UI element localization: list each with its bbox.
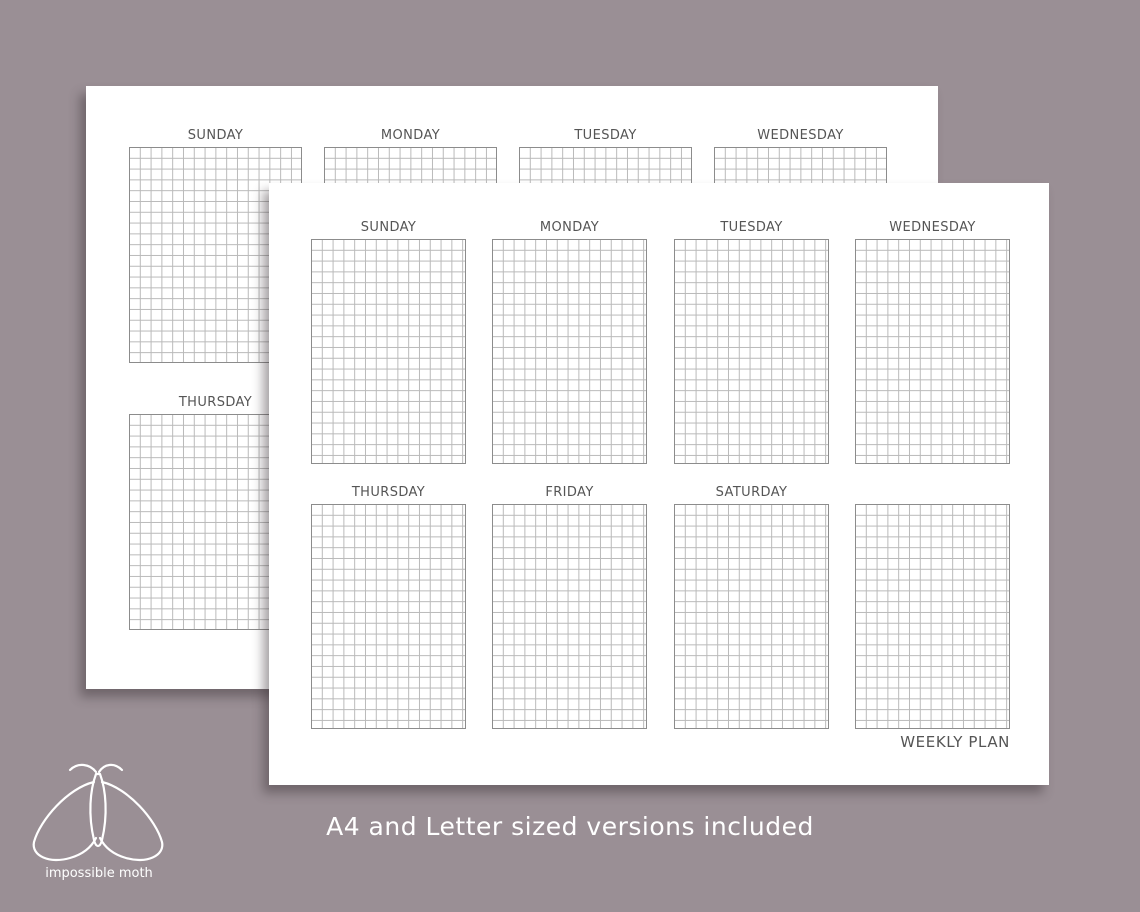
day-label-sunday: SUNDAY	[187, 128, 244, 143]
day-grid-monday	[492, 239, 647, 464]
logo-text: impossible moth	[45, 866, 153, 881]
day-label-monday: MONDAY	[539, 220, 600, 235]
front-planner-sheet	[269, 183, 1049, 785]
day-label-tuesday: TUESDAY	[720, 220, 783, 235]
day-label-monday: MONDAY	[380, 128, 441, 143]
moth-icon	[26, 760, 172, 866]
day-grid-tuesday	[674, 239, 829, 464]
day-label-tuesday: TUESDAY	[574, 128, 637, 143]
day-grid-wednesday	[855, 239, 1010, 464]
sheet-title: WEEKLY PLAN	[900, 733, 1010, 751]
day-grid-friday	[492, 504, 647, 729]
brand-logo	[26, 760, 172, 890]
day-label-wednesday: WEDNESDAY	[757, 128, 844, 143]
notes-grid	[855, 504, 1010, 729]
day-label-saturday: SATURDAY	[715, 485, 788, 500]
day-label-sunday: SUNDAY	[360, 220, 417, 235]
day-label-thursday: THURSDAY	[351, 485, 426, 500]
day-label-friday: FRIDAY	[545, 485, 594, 500]
day-label-wednesday: WEDNESDAY	[889, 220, 976, 235]
day-label-thursday: THURSDAY	[178, 395, 253, 410]
caption-text: A4 and Letter sized versions included	[326, 812, 814, 841]
day-grid-saturday	[674, 504, 829, 729]
day-grid-sunday	[311, 239, 466, 464]
day-grid-thursday	[311, 504, 466, 729]
